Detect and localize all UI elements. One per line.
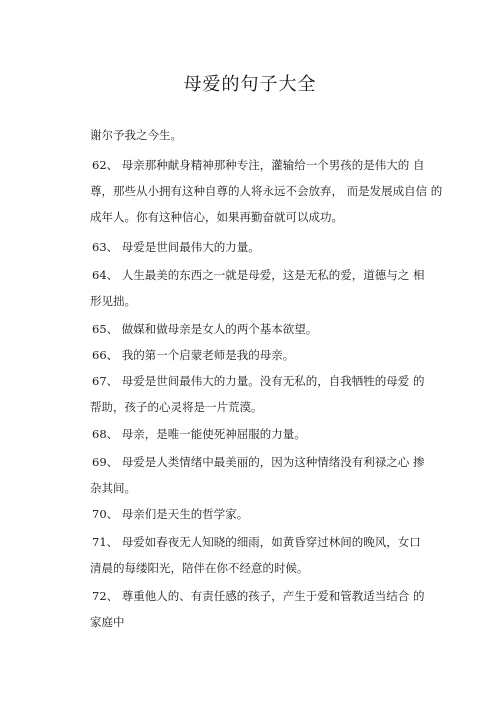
text-line: 尊，那些从小拥有这种自尊的人将永远不会放弃， 而是发展成自信 的 (90, 184, 443, 198)
text-line: 68、 母亲，是唯一能使死神屈服的力量。 (92, 427, 306, 441)
text-line: 成年人。你有这种信心，如果再勤奋就可以成功。 (90, 210, 343, 224)
text-line: 64、 人生最美的东西之一就是母爱，这是无私的爱，道德与之 相 (92, 268, 425, 282)
text-line: 杂其间。 (90, 481, 136, 495)
text-line: 62、 母亲那种献身精神那种专注，灌输给一个男孩的是伟大的 自 (92, 158, 425, 172)
text-line: 67、 母爱是世间最伟大的力量。没有无私的，自我牺牲的母爱 的 (92, 374, 425, 388)
text-line: 69、 母爱是人类情绪中最美丽的，因为这种情绪没有利禄之心 掺 (92, 455, 425, 469)
text-line: 帮助，孩子的心灵将是一片荒漠。 (90, 400, 263, 414)
text-line: 72、 尊重他人的、有责任感的孩子，产生于爱和管教适当结合 的 (92, 589, 425, 603)
text-line: 清晨的每缕阳光，陪伴在你不经意的时候。 (90, 561, 309, 575)
text-line: 71、 母爱如春夜无人知晓的细雨，如黄昏穿过林间的晚风，女口 (92, 535, 421, 549)
text-line: 63、 母爱是世间最伟大的力量。 (92, 240, 260, 254)
text-line: 66、 我的第一个启蒙老师是我的母亲。 (92, 348, 295, 362)
text-line: 谢尔予我之今生。 (90, 128, 182, 142)
text-line: 家庭中 (90, 615, 125, 629)
text-line: 65、 做媒和做母亲是女人的两个基本欲望。 (92, 322, 318, 336)
text-line: 70、 母亲们是天生的哲学家。 (92, 507, 249, 521)
text-line: 形见拙。 (90, 294, 136, 308)
document-title: 母爱的句子大全 (183, 74, 317, 95)
